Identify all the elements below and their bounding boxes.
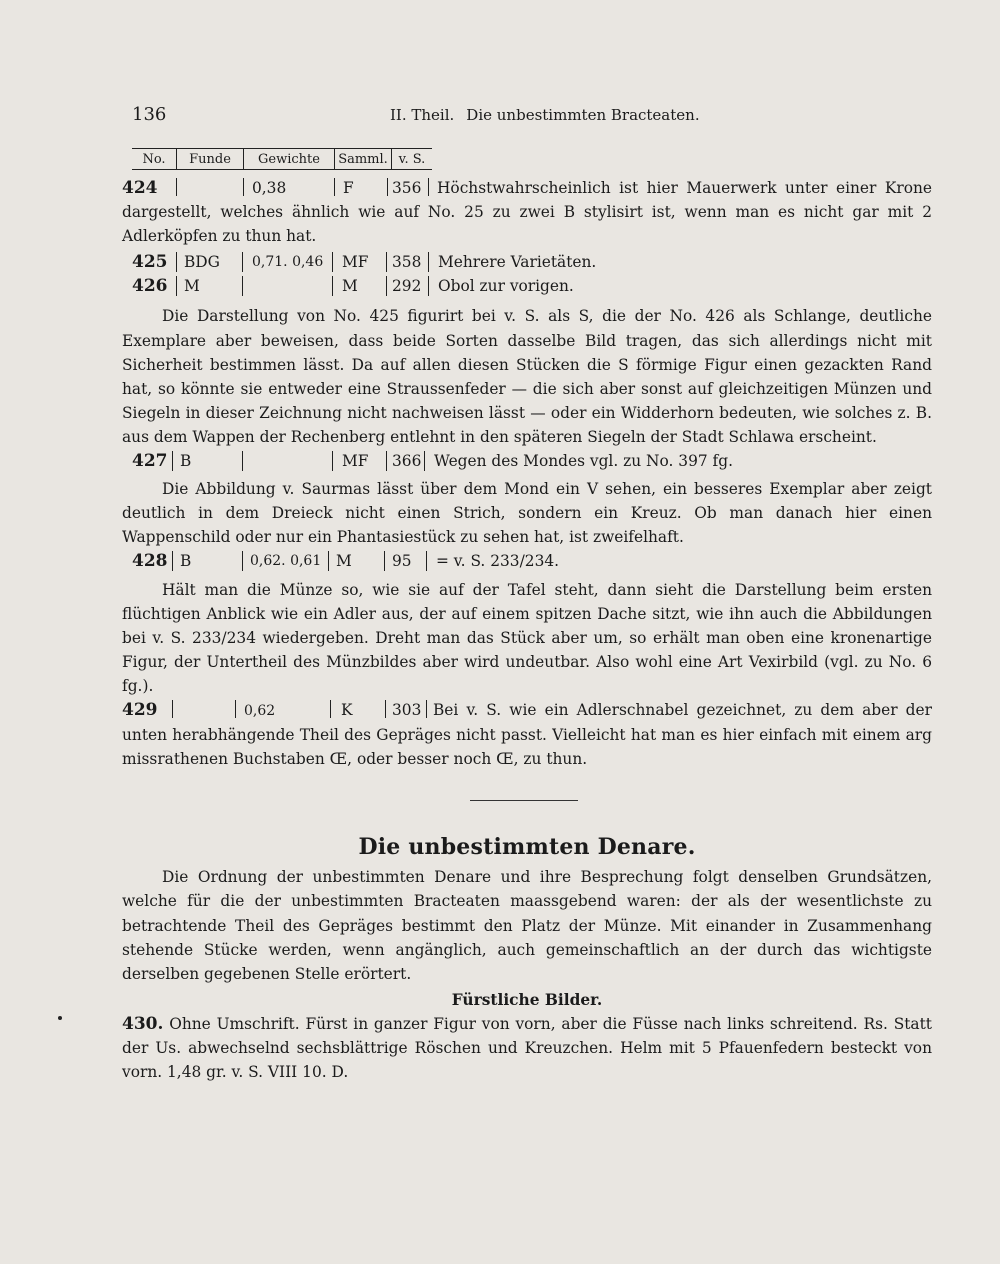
entry-text: = v. S. 233/234. — [436, 552, 560, 571]
entry-funde: M — [184, 277, 200, 296]
entry-funde: B — [180, 452, 192, 471]
entry-424 — [122, 176, 932, 248]
entry-vs: 303 — [392, 700, 422, 719]
body-text — [122, 176, 932, 1084]
part-label: II. Theil. — [390, 106, 455, 124]
entry-weight: 0,71. 0,46 — [252, 254, 324, 271]
entry-vs: 356 — [392, 179, 422, 197]
entry-number: 430. — [122, 1013, 164, 1034]
entry-vs: 358 — [392, 253, 422, 272]
entry-vs: 292 — [392, 277, 422, 296]
entry-number: 426 — [132, 276, 168, 297]
page-number: 136 — [132, 104, 167, 125]
section-label: Die unbestimmten Bracteaten. — [466, 106, 700, 124]
entry-samml: M — [342, 277, 358, 296]
entry-samml: MF — [342, 253, 369, 272]
entry-text: Wegen des Mondes vgl. zu No. 397 fg. — [434, 452, 733, 471]
entry-text: Obol zur vorigen. — [438, 277, 574, 296]
entry-vs: 95 — [392, 552, 412, 571]
section-title: Die unbestimmten Denare. — [358, 834, 696, 861]
col-funde: Funde — [177, 149, 244, 170]
entry-428 — [122, 549, 932, 573]
entry-weight: 0,62. 0,61 — [250, 553, 322, 570]
entry-426 — [122, 274, 932, 298]
entry-samml: M — [336, 552, 352, 571]
running-title — [390, 106, 700, 124]
entry-vs: 366 — [392, 452, 422, 471]
entry-number: 428 — [132, 551, 168, 572]
entry-number: 429 — [122, 699, 158, 720]
entry-430 — [122, 1012, 932, 1084]
entry-samml: K — [341, 700, 353, 719]
entry-429 — [122, 698, 932, 771]
subsection-title: Fürstliche Bilder. — [451, 990, 603, 1009]
col-vs: v. S. — [392, 149, 433, 170]
entry-samml: MF — [342, 452, 369, 471]
col-gewichte: Gewichte — [244, 149, 335, 170]
entry-text: Mehrere Varietäten. — [438, 253, 597, 272]
margin-mark — [58, 1016, 62, 1020]
entry-weight: 0,62 — [244, 702, 276, 719]
entry-425 — [122, 250, 932, 274]
paragraph-425-426: Die Darstellung von No. 425 figurirt bei v. S. als S, die der No. 426 als Schlange, deutliche Exemplare aber beweisen, dass beide Sorten dasselbe Bild tragen, das sich allerdings nicht mit Sicherheit bestimmen lässt. Da auf allen diesen Stücken die S förmige Figur einen gezackten Rand hat, so könnte sie entweder eine Straussenfeder — die sich aber sonst auf gleichzeitigen Münzen und Siegeln in dieser Zeichnung nicht nachweisen lässt — oder ein Widderhorn bedeuten, wie solches z. B. aus dem Wappen der Rechenberg entlehnt in den späteren Siegeln der Stadt Schlawa erscheint. — [122, 307, 932, 446]
entry-text: Ohne Umschrift. Fürst in ganzer Figur von vorn, aber die Füsse nach links schreitend. Rs. Statt der Us. abwechselnd sechsblättrige Röschen und Kreuzchen. Helm mit 5 Pfauenfedern besteckt von vorn. 1,48 gr. v. S. VIII 10. D. — [122, 1014, 932, 1082]
col-no: No. — [132, 149, 177, 170]
entry-funde: BDG — [184, 253, 220, 272]
paragraph-427: Die Abbildung v. Saurmas lässt über dem Mond ein V sehen, ein besseres Exemplar aber zeigt deutlich in dem Dreieck nicht einen Strich, sondern ein Kreuz. Ob man danach hier einen Wappenschild oder nur ein Phantasiestück zu sehen hat, ist zweifelhaft. — [122, 480, 932, 547]
entry-427 — [122, 449, 932, 473]
column-header — [132, 148, 432, 170]
section-divider — [122, 787, 932, 813]
entry-samml: F — [343, 179, 354, 197]
entry-weight: 0,38 — [252, 179, 287, 197]
col-samml: Samml. — [335, 149, 392, 170]
entry-number: 424 — [122, 178, 158, 198]
entry-text: Höchstwahrscheinlich ist hier Mauerwerk unter einer Krone dargestellt, welches ähnlich wie auf No. 25 zu zwei B stylisirt ist, wenn man es nicht gar mit 2 Adlerköpfen zu thun hat. — [122, 179, 932, 246]
running-header — [132, 104, 932, 128]
paragraph-428: Hält man die Münze so, wie sie auf der Tafel steht, dann sieht die Darstellung beim ersten flüchtigen Anblick wie ein Adler aus, der auf einem spitzen Dache sitzt, wie ihn auch die Abbildungen bei v. S. 233/234 wiedergeben. Dreht man das Stück aber um, so erhält man oben eine kronenartige Figur, der Untertheil des Münzbildes aber wird undeutbar. Also wohl eine Art Vexirbild (vgl. zu No. 6 fg.). — [122, 580, 932, 695]
entry-text: Bei v. S. wie ein Adlerschnabel gezeichnet, zu dem aber der unten herabhängende Theil des Gepräges nicht passt. Vielleicht hat man es hier einfach mit einem arg missrathenen Buchstaben Œ, oder besser noch Œ, zu thun. — [122, 700, 932, 769]
entry-number: 427 — [132, 451, 168, 472]
section-intro: Die Ordnung der unbestimmten Denare und ihre Besprechung folgt denselben Grundsätzen, welche für die der unbestimmten Bracteaten maassgebend waren: der als der wesentlichste zu betrachtende Theil des Gepräges bestimmt den Platz der Münze. Mit einander in Zusammenhang stehende Stücke werden, wenn angänglich, auch gemeinschaftlich an der durch das wichtigste derselben gegebenen Stelle erörtert. — [122, 868, 932, 983]
entry-funde: B — [180, 552, 192, 571]
entry-number: 425 — [132, 252, 168, 273]
